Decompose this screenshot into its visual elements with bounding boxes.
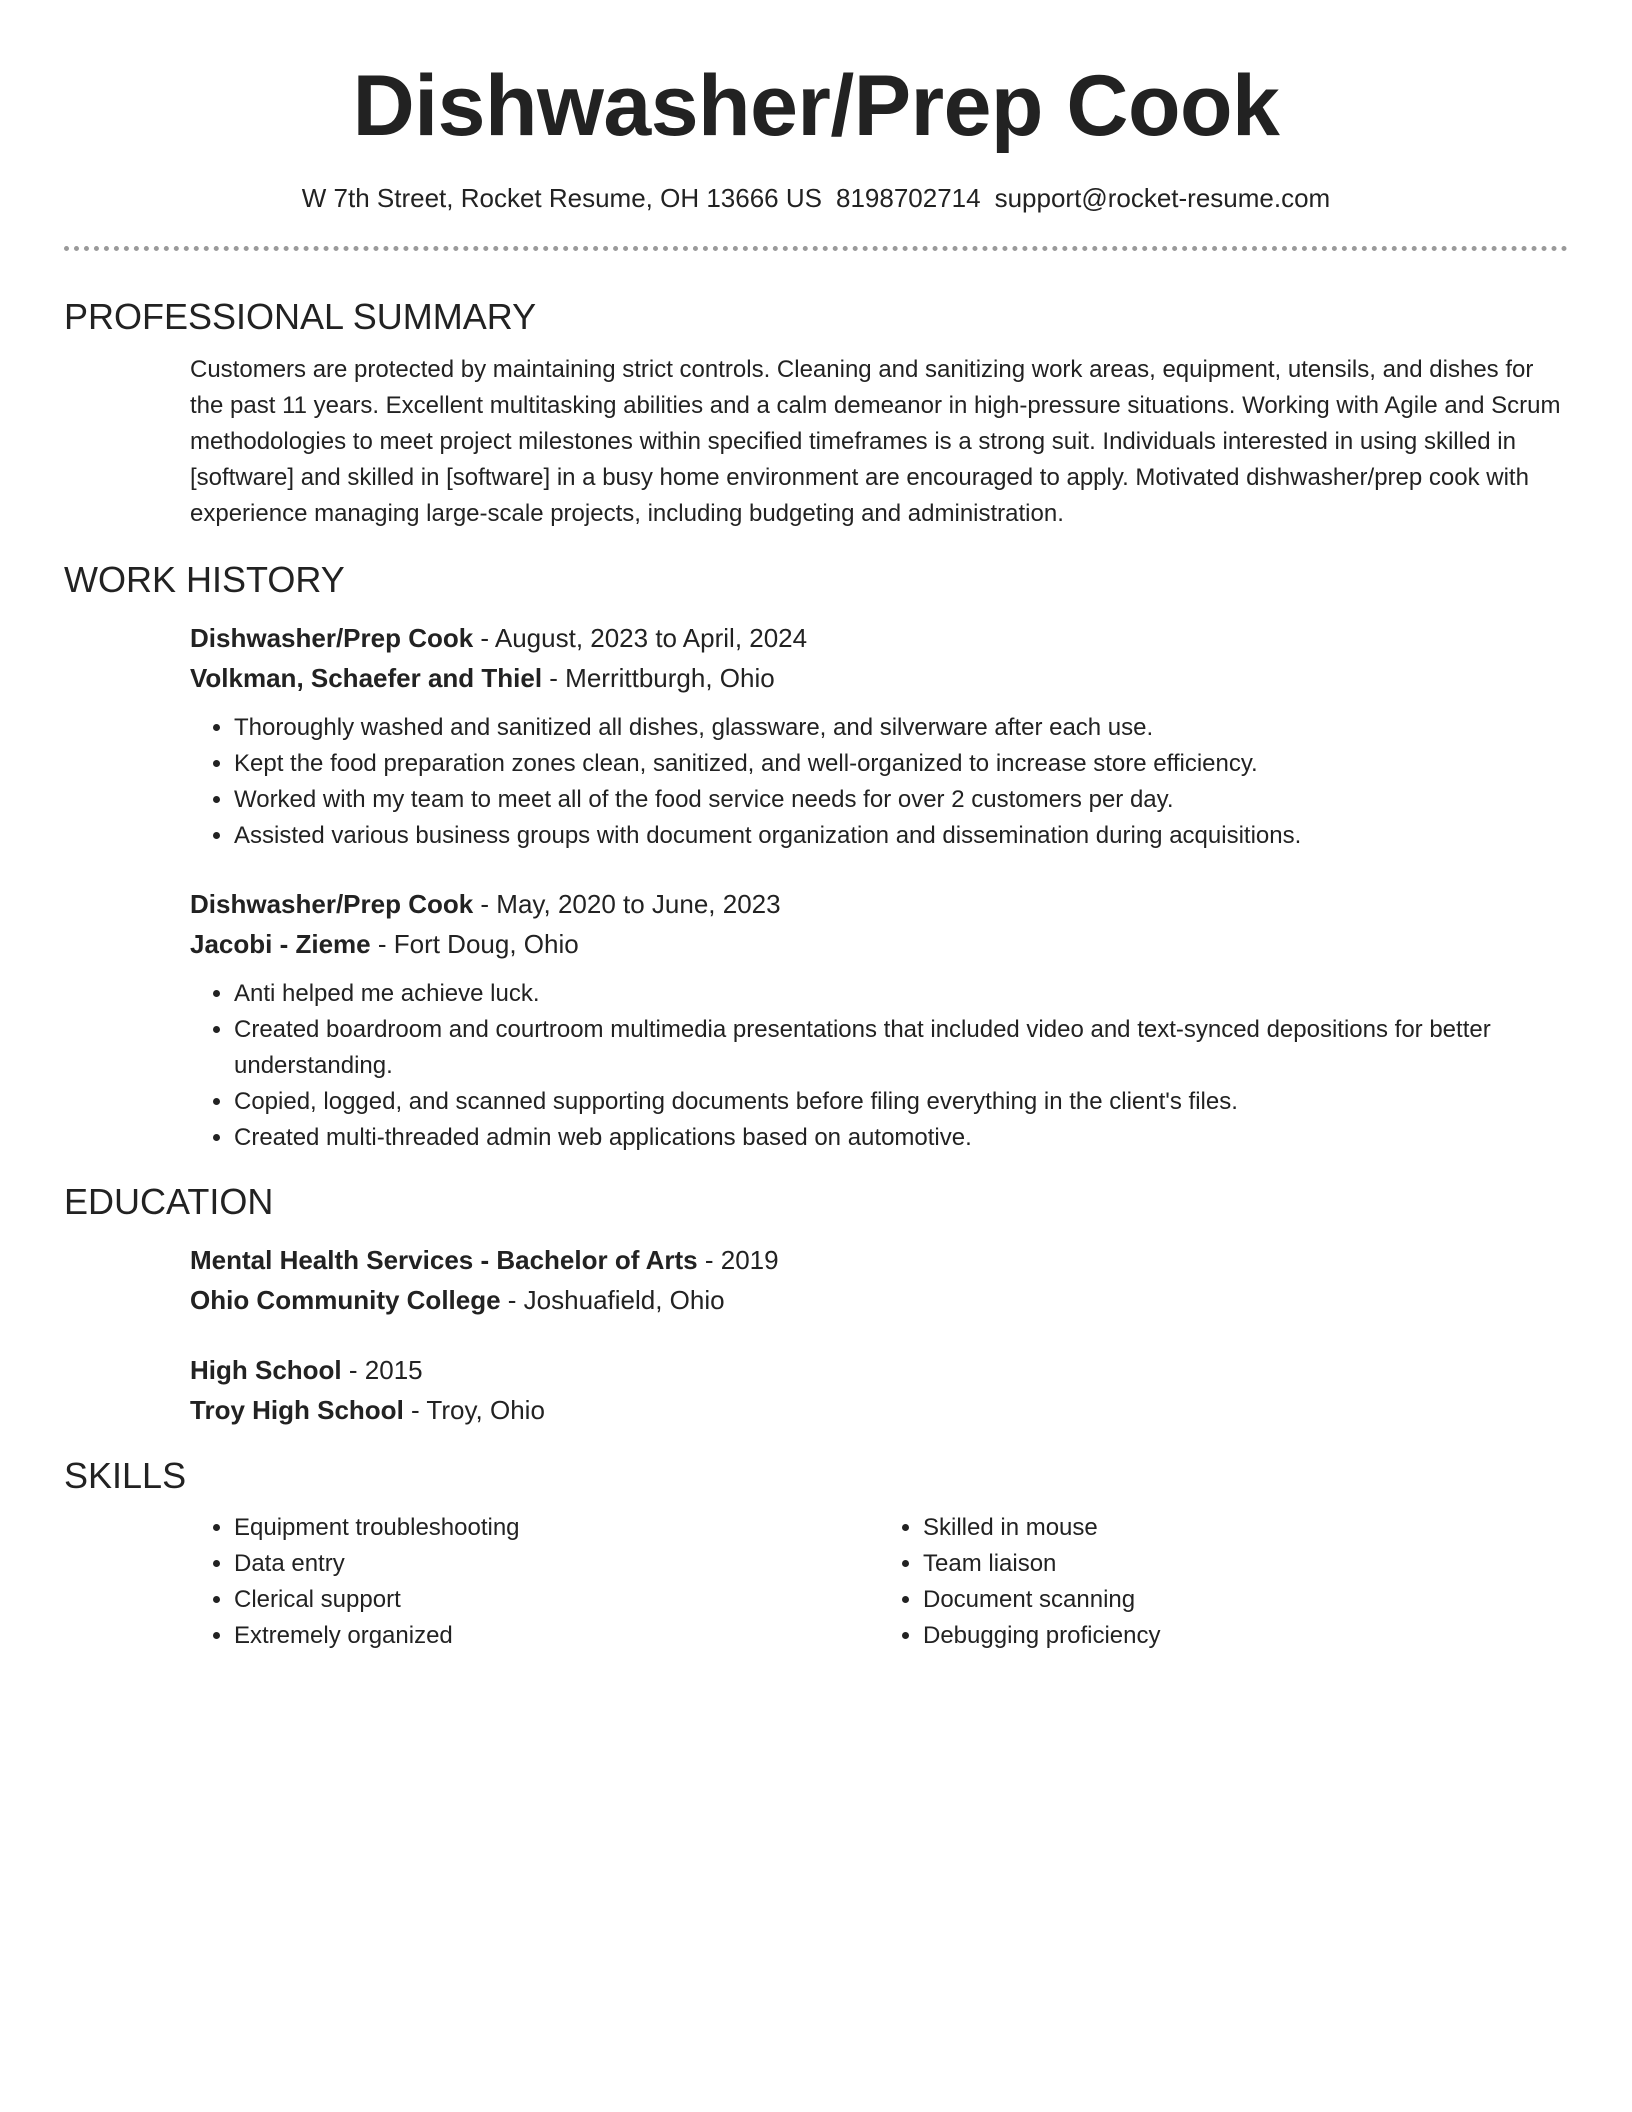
education-school: Ohio Community College: [190, 1285, 501, 1315]
education-degree-line: [190, 1240, 1568, 1280]
skill-item: • Skilled in mouse: [923, 1510, 1568, 1546]
education-degree: Mental Health Services - Bachelor of Arts: [190, 1245, 698, 1275]
skills-column-left: [190, 1510, 879, 1654]
job-duty: • Thoroughly washed and sanitized all dishes, glassware, and silverware after each use.: [234, 710, 1568, 746]
education-location: - Troy, Ohio: [403, 1395, 545, 1425]
job-dates: - August, 2023 to April, 2024: [473, 623, 808, 653]
job-entry: [190, 884, 1568, 1156]
job-duty: • Created boardroom and courtroom multimedia presentations that included video and text-synced depositions for better understanding.: [234, 1012, 1568, 1084]
education-year: - 2019: [697, 1245, 779, 1275]
education-school-line: [190, 1280, 1568, 1320]
skill-item: • Debugging proficiency: [923, 1618, 1568, 1654]
skills-column-right: [879, 1510, 1568, 1654]
skill-item: • Equipment troubleshooting: [234, 1510, 879, 1546]
contact-phone: 8198702714: [835, 183, 981, 213]
job-company-line: [190, 658, 1568, 698]
education-school-line: [190, 1390, 1568, 1430]
contact-email: support@rocket-resume.com: [994, 183, 1331, 213]
work-history-heading: WORK HISTORY: [64, 559, 345, 600]
job-duty: • Kept the food preparation zones clean, sanitized, and well-organized to increase store efficiency.: [234, 746, 1568, 782]
job-duty: • Copied, logged, and scanned supporting documents before filing everything in the client's files.: [234, 1084, 1568, 1120]
job-entry: [190, 618, 1568, 854]
skill-item: • Extremely organized: [234, 1618, 879, 1654]
job-duty: • Worked with my team to meet all of the food service needs for over 2 customers per day.: [234, 782, 1568, 818]
header-divider: [64, 246, 1568, 251]
summary-text: Customers are protected by maintaining strict controls. Cleaning and sanitizing work areas, equipment, utensils, and dishes for the past 11 years. Excellent multitasking abilities and a calm demeanor in high-pressure situations. Working with Agile and Scrum methodologies to meet project milestones within specified timeframes is a strong suit. Individuals interested in using skilled in [software] and skilled in [software] in a busy home environment are encouraged to apply. Motivated dishwasher/prep cook with experience managing large-scale projects, including budgeting and administration.: [190, 356, 1561, 527]
education-year: - 2015: [341, 1355, 423, 1385]
contact-address: W 7th Street, Rocket Resume, OH 13666 US: [301, 183, 822, 213]
job-title-line: [190, 884, 1568, 924]
job-company: Volkman, Schaefer and Thiel: [190, 663, 543, 693]
job-duty: • Assisted various business groups with document organization and dissemination during acquisitions.: [234, 818, 1568, 854]
education-heading: EDUCATION: [64, 1181, 274, 1222]
job-duties: [190, 976, 1568, 1156]
education-degree: High School: [190, 1355, 342, 1385]
job-location: - Fort Doug, Ohio: [370, 929, 579, 959]
job-company: Jacobi - Zieme: [190, 929, 371, 959]
skill-item: • Document scanning: [923, 1582, 1568, 1618]
job-dates: - May, 2020 to June, 2023: [473, 889, 781, 919]
job-role: Dishwasher/Prep Cook: [190, 623, 474, 653]
job-duty: • Created multi-threaded admin web applications based on automotive.: [234, 1120, 1568, 1156]
education-entry: [190, 1350, 1568, 1430]
education-entry: [190, 1240, 1568, 1320]
candidate-name: Dishwasher/Prep Cook: [352, 58, 1280, 154]
summary-heading: PROFESSIONAL SUMMARY: [64, 296, 537, 337]
contact-line: [64, 180, 1568, 216]
education-school: Troy High School: [190, 1395, 404, 1425]
education-location: - Joshuafield, Ohio: [500, 1285, 725, 1315]
skill-item: • Data entry: [234, 1546, 879, 1582]
job-role: Dishwasher/Prep Cook: [190, 889, 474, 919]
job-duty: • Anti helped me achieve luck.: [234, 976, 1568, 1012]
skills-list: [190, 1510, 1568, 1654]
skills-heading: SKILLS: [64, 1455, 187, 1496]
job-title-line: [190, 618, 1568, 658]
skill-item: • Team liaison: [923, 1546, 1568, 1582]
job-location: - Merrittburgh, Ohio: [542, 663, 775, 693]
job-company-line: [190, 924, 1568, 964]
job-duties: [190, 710, 1568, 854]
education-degree-line: [190, 1350, 1568, 1390]
skill-item: • Clerical support: [234, 1582, 879, 1618]
